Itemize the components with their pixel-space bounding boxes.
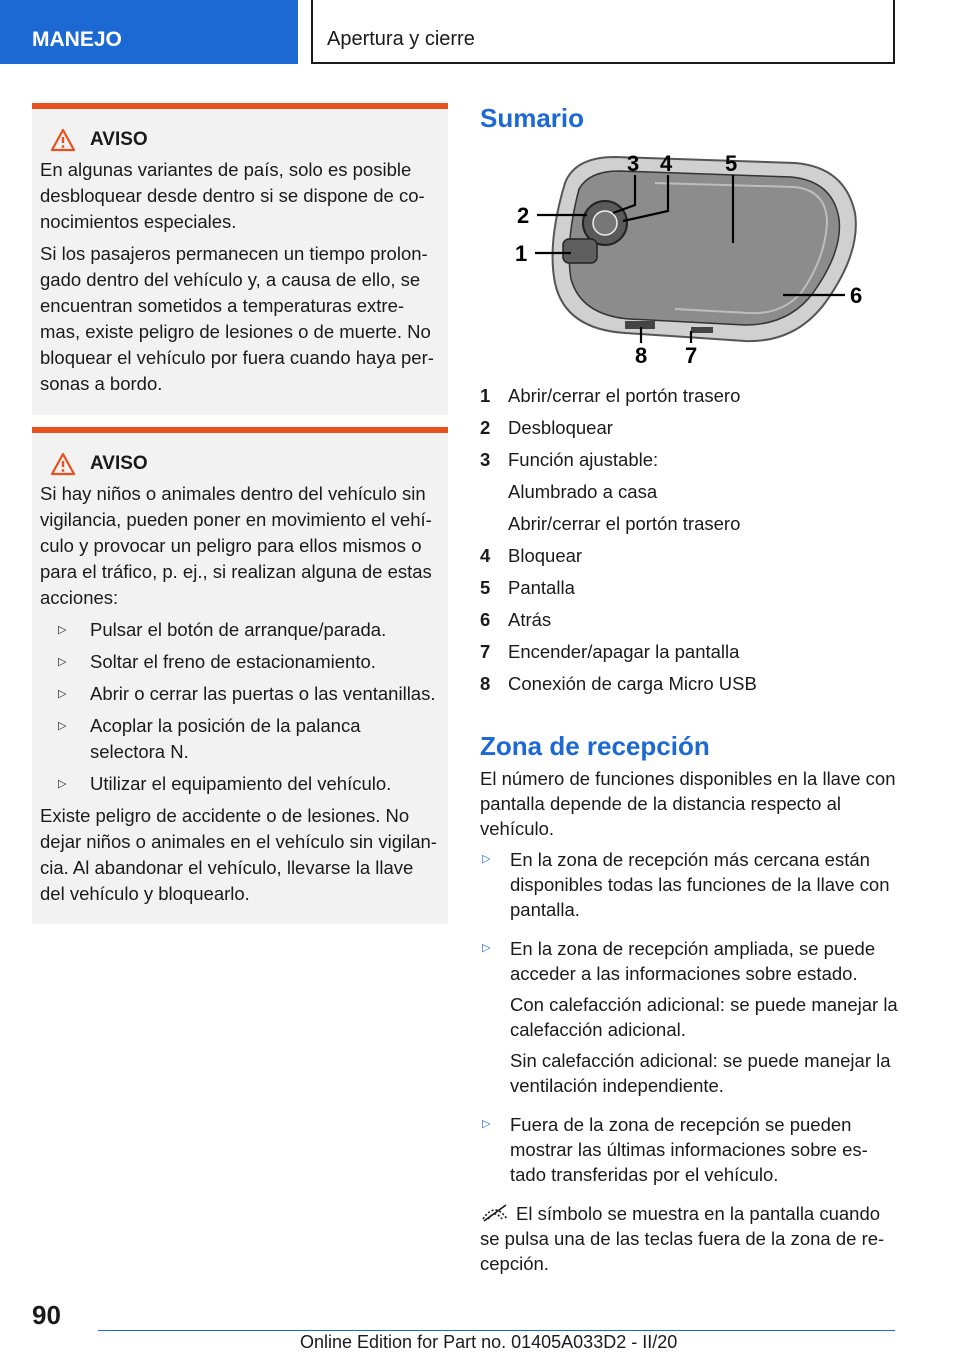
reception-section [480,731,900,1276]
out-of-range-note: El símbolo se muestra en la pantalla cuando se pulsa una de las teclas fuera de la zona de re-cepción. [480,1203,885,1274]
callout-label: 1 [515,241,528,266]
bullet-triangle-icon: ▷ [58,688,67,700]
warning-text: Si los pasajeros permanecen un tiempo prolon-gado dentro del vehículo y, a causa de ello, se encuentran sometidos a temperaturas extre-mas, existe peligro de lesiones o de muerte. No bloquear el vehículo por fuera cuando haya per-sonas a bordo. [40,243,434,394]
callout-label: 2 [517,203,530,228]
list-item: ▷ Fuera de la zona de recepción se pueden mostrar las últimas informaciones sobre es-tado transferidas por el vehículo. [480,1112,900,1193]
list-item: ▷ Abrir o cerrar las puertas o las ventanillas. [40,681,438,707]
callout-legend [480,380,900,700]
callout-label: 3 [627,151,640,176]
edition-footer: Online Edition for Part no. 01405A033D2 - II/20 [300,1332,678,1352]
footer-rule [98,1330,895,1331]
bullet-triangle-icon: ▷ [58,778,67,790]
warning-box-2 [32,427,448,924]
bullet-triangle-icon: ▷ [58,720,67,732]
warning-action-list [40,617,438,797]
page-number: 90 [32,1300,61,1330]
section-tab: MANEJO [0,0,298,64]
bullet-triangle-icon: ▷ [482,853,491,865]
callout-label: 6 [850,283,863,308]
bullet-triangle-icon: ▷ [482,942,491,954]
chapter-title: Apertura y cierre [311,0,895,64]
warning-title: AVISO [90,129,148,150]
reception-list [480,847,900,1193]
bullet-triangle-icon: ▷ [58,656,67,668]
list-item: ▷ Acoplar la posición de la palanca selectora N. [40,713,438,765]
callout-label: 8 [635,343,648,368]
warning-triangle-icon [50,452,76,476]
warning-text: En algunas variantes de país, solo es posible desbloquear desde dentro si se dispone de co-nocimientos especiales. [40,159,425,232]
warning-box-1 [32,103,448,415]
callout-label: 5 [725,151,738,176]
display-key-illustration [505,143,870,375]
warning-triangle-icon [50,128,76,152]
legend-row: 3 Función ajustable: [480,449,659,470]
warning-title: AVISO [90,453,148,474]
legend-subitem: Abrir/cerrar el portón trasero [508,513,741,534]
legend-row: 8 Conexión de carga Micro USB [480,673,757,694]
legend-row: 2 Desbloquear [480,417,613,438]
no-signal-icon [480,1204,510,1222]
section-heading-reception: Zona de recepción [480,731,710,761]
legend-subitem: Alumbrado a casa [508,481,658,502]
legend-row: 5 Pantalla [480,577,575,598]
reception-intro: El número de funciones disponibles en la llave con pantalla depende de la distancia respecto al vehículo. [480,768,896,839]
list-item: ▷ En la zona de recepción ampliada, se puede acceder a las informaciones sobre estado. Con calefacción adicional: se puede manejar la calefacción adicional. Sin calefacción adicional: se puede manejar la ventilación independiente. [480,936,900,1104]
list-item: ▷ En la zona de recepción más cercana están disponibles todas las funciones de la llave con pantalla. [480,847,900,928]
warning-text: Si hay niños o animales dentro del vehículo sin vigilancia, pueden poner en movimiento el vehí-culo y provocar un peligro para ellos mismos o para el tráfico, p. ej., si realizan alguna de estas acciones: [40,483,432,608]
legend-row: 1 Abrir/cerrar el portón trasero [480,385,741,406]
section-heading-summary: Sumario [480,103,585,133]
legend-row: 7 Encender/apagar la pantalla [480,641,740,662]
legend-row: 4 Bloquear [480,545,583,566]
bullet-triangle-icon: ▷ [482,1118,491,1130]
bullet-triangle-icon: ▷ [58,624,67,636]
callout-label: 4 [660,151,673,176]
callout-label: 7 [685,343,698,368]
list-item: ▷ Pulsar el botón de arranque/parada. [40,617,438,643]
warning-text: Existe peligro de accidente o de lesiones. No dejar niños o animales en el vehículo sin vigilan-cia. Al abandonar el vehículo, llevarse la llave del vehículo y bloquearlo. [40,805,437,904]
list-item: ▷ Soltar el freno de estacionamiento. [40,649,438,675]
legend-row: 6 Atrás [480,609,552,630]
list-item: ▷ Utilizar el equipamiento del vehículo. [40,771,438,797]
